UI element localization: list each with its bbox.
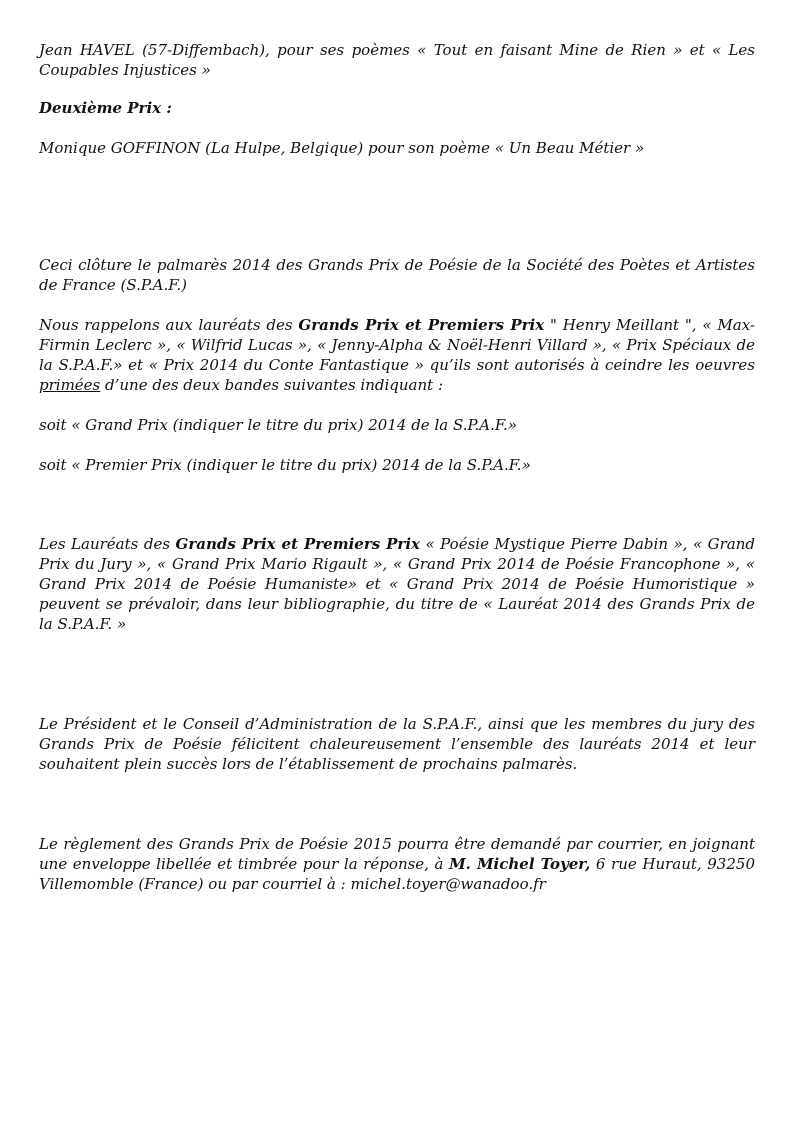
reglement-paragraph [39,834,755,894]
felicitations-paragraph: Le Président et le Conseil d’Administration de la S.P.A.F., ainsi que les membres du jury des Grands Prix de Poésie félicitent chaleureusement l’ensemble des lauréats 2014 et leur souhaitent plein succès lors de l’établissement de prochains palmarès. [39,715,755,773]
rappel-text-1: Nous rappelons aux lauréats des [39,316,299,334]
reglement-bold-michel-toyer: M. Michel Toyer, [449,855,591,873]
soit-premier-prix-line: soit « Premier Prix (indiquer le titre du prix) 2014 de la S.P.A.F.» [39,456,531,474]
laureats-text-1: Les Lauréats des [39,535,176,553]
rappel-text-3: d’une des deux bandes suivantes indiquant : [100,376,443,394]
rappel-underline-primees: primées [39,376,101,394]
rappel-bold-grands-prix: Grands Prix et Premiers Prix [298,316,545,334]
laureats-bold-grands-prix: Grands Prix et Premiers Prix [175,535,420,553]
rappel-text-2: " Henry Meillant ", « Max-Firmin Leclerc », « Wilfrid Lucas », « Jenny-Alpha & Noël-Henri Villard », « Prix Spéciaux de la S.P.A.F.» et « Prix 2014 du Conte Fantastique » qu’ils sont autorisés à ceindre les oeuvres [39,316,755,374]
soit-grand-prix-line: soit « Grand Prix (indiquer le titre du prix) 2014 de la S.P.A.F.» [39,416,517,434]
reglement-text-2: 6 rue Huraut, 93250 Villemomble (France) ou par courriel à : michel.toyer@wanadoo.fr [39,855,755,893]
havel-paragraph: Jean HAVEL (57-Diffembach), pour ses poèmes « Tout en faisant Mine de Rien » et « Les Coupables Injustices » [39,41,755,79]
laureats-paragraph [39,534,755,634]
deuxieme-prix-heading: Deuxième Prix : [39,99,172,117]
cloture-paragraph: Ceci clôture le palmarès 2014 des Grands Prix de Poésie de la Société des Poètes et Artistes de France (S.P.A.F.) [39,256,755,294]
laureats-text-2: « Poésie Mystique Pierre Dabin », « Grand Prix du Jury », « Grand Prix Mario Rigault », « Grand Prix 2014 de Poésie Francophone », « Grand Prix 2014 de Poésie Humaniste» et « Grand Prix 2014 de Poésie Humoristique » peuvent se prévaloir, dans leur bibliographie, du titre de « Lauréat 2014 des Grands Prix de la S.P.A.F. » [39,535,756,633]
rappel-paragraph [39,315,755,395]
reglement-text-1: Le règlement des Grands Prix de Poésie 2015 pourra être demandé par courrier, en joignant une enveloppe libellée et timbrée pour la réponse, à [39,835,755,873]
goffinon-paragraph: Monique GOFFINON (La Hulpe, Belgique) pour son poème « Un Beau Métier » [39,139,645,157]
